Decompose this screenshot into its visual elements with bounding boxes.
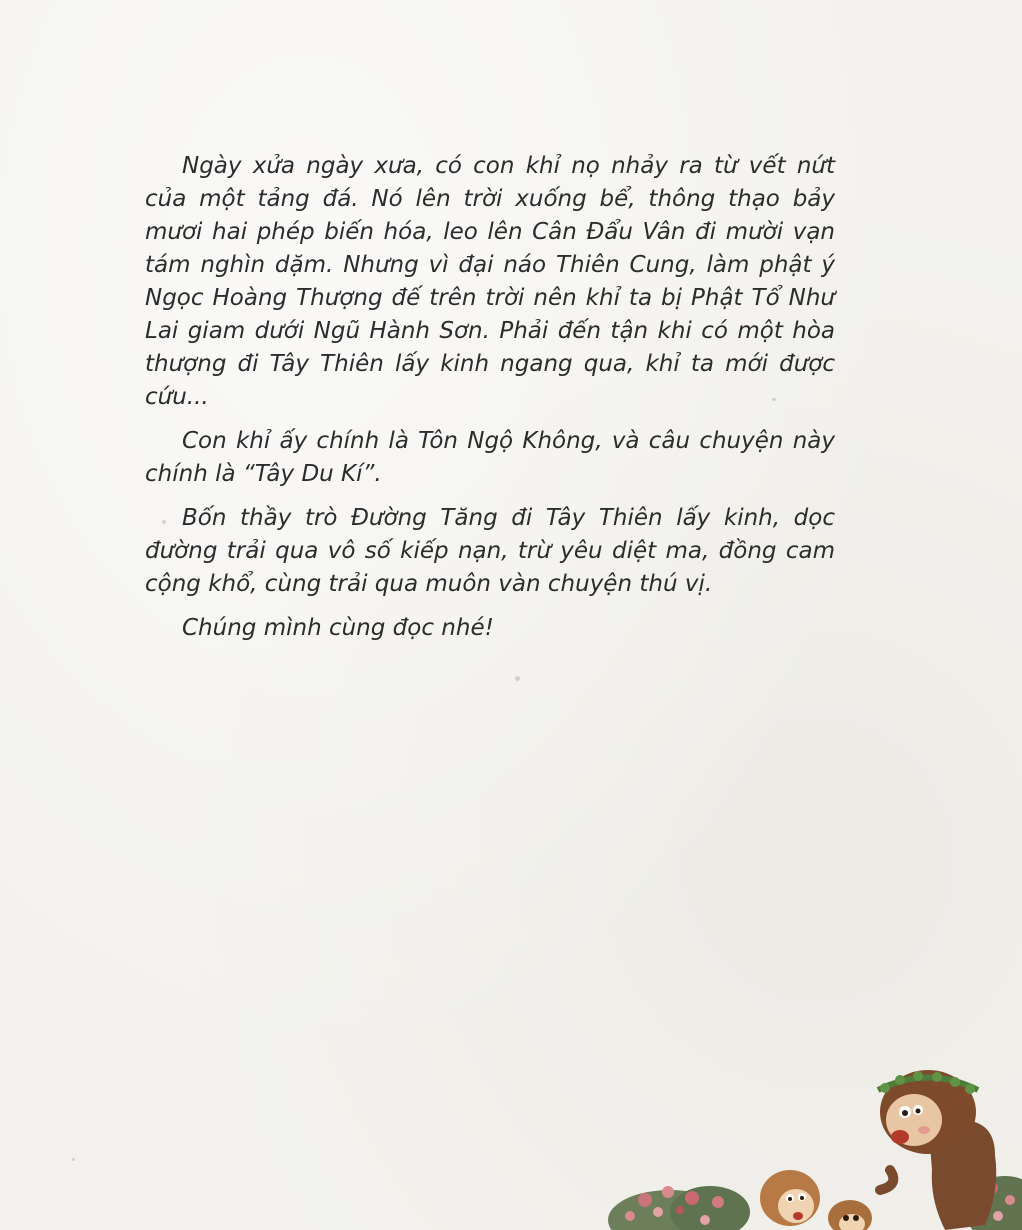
story-text: [145, 150, 835, 656]
story-paragraph: Con khỉ ấy chính là Tôn Ngộ Không, và câu chuyện này chính là “Tây Du Kí”.: [145, 428, 835, 487]
tiny-monkey: [828, 1200, 872, 1230]
story-paragraph: Chúng mình cùng đọc nhé!: [182, 615, 494, 641]
paper-speck: [72, 1158, 75, 1161]
story-paragraph: Ngày xửa ngày xưa, có con khỉ nọ nhảy ra từ vết nứt của một tảng đá. Nó lên trời xuống bể, thông thạo bảy mươi hai phép biến hóa, leo lên Cân Đẩu Vân đi mười vạn tám nghìn dặm. Nhưng vì đại náo Thiên Cung, làm phật ý Ngọc Hoàng Thượng đế trên trời nên khỉ ta bị Phật Tổ Như Lai giam dưới Ngũ Hành Sơn. Phải đến tận khi có một hòa thượng đi Tây Thiên lấy kinh ngang qua, khỉ ta mới được cứu...: [145, 153, 835, 410]
paper-speck: [515, 676, 520, 681]
monkeys-with-flowers-icon: [600, 1060, 1022, 1230]
story-paragraph: Bốn thầy trò Đường Tăng đi Tây Thiên lấy kinh, dọc đường trải qua vô số kiếp nạn, trừ yêu diệt ma, đồng cam cộng khổ, cùng trải qua muôn vàn chuyện thú vị.: [145, 505, 835, 597]
small-monkey: [760, 1170, 820, 1226]
big-monkey: [878, 1070, 996, 1230]
flower-bush: [608, 1186, 750, 1230]
